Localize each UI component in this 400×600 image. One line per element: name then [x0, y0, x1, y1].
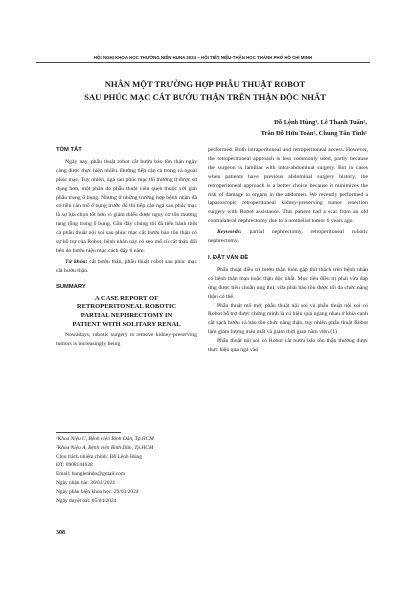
intro-paragraph-3: Phẫu thuật nội soi có Robot cắt bướu bảo tồn thận thường được thực hiện qua ngả vào	[208, 338, 368, 354]
corresponding-author: Chịu trách nhiệm chính: Đỗ Lệnh Hùng	[56, 453, 142, 460]
summary-title-line-2: RETROPERITONEAL ROBOTIC	[76, 303, 177, 311]
keywords-vi-label: Từ khóa:	[65, 258, 88, 265]
affiliation-1: ¹Khoa Niệu C, Bệnh viện Bình Dân, Tp.HCM	[56, 436, 154, 442]
intro-paragraph-2: Phẫu thuật mổ mở, phẫu thuật nội soi và phẫu thuật nội soi có Robot hỗ trợ được chứng minh là có hiệu quả ngang nhau ở khía cạnh cắt sạch bướu và bảo tồn chức năng thận, tuy nhiên phẫu thuật Robot làm giảm lượng máu mất và giảm thời gian nằm viện.(1)	[208, 302, 368, 336]
summary-heading: SUMMARY	[56, 283, 86, 290]
summary-keywords	[208, 228, 368, 246]
phone: ĐT: 0908144628	[56, 462, 93, 469]
title-line-2: SAU PHÚC MẠC CẮT BƯỚU THẬN TRÊN THẬN ĐỘC NHẤT	[84, 91, 326, 102]
intro-paragraph-1: Phẫu thuật điều trị bướu thận luôn gặp thử thách trên bệnh nhân có bệnh thận mạn hoặc thận độc nhất. Mục tiêu điều trị phải vừa đáp ứng được tiêu chuẩn ung thư, vừa phải bảo tồn được tối đa chức năng thận có thể.	[208, 266, 368, 300]
intro-heading: I. ĐẶT VẤN ĐỀ	[208, 254, 249, 261]
right-column	[208, 146, 368, 355]
summary-body-continued: performed. Both intraperitoneal and retroperitoneal access. However, the retroperitoneal approach is less commonly used, partly because the surgeon is familiar with intra-abdominal surgery. But in cases when patients have previous abdominal surgery history, the retroperitoneal approach is a better choice because it minimizes the risk of damage to organs in the abdomen. We recently performed a laparoscopic retroperitoneal kidney-preserving tumor resection surgery with Robot assistance. This patient had a scar from an old contralateral nephrectomy due to a urothelial tumor 6 years ago.	[208, 147, 368, 225]
abstract-vi-keywords	[56, 258, 197, 276]
header-rule	[36, 62, 370, 63]
footnote-rule	[56, 432, 121, 433]
page-number: 308	[56, 530, 65, 536]
keywords-en-text: partial nephrectomy, retroperitoneal robotic nephrectomy.	[208, 229, 368, 245]
summary-title-line-1: A CASE REPORT OF	[94, 294, 159, 302]
email: Email: hunglenhdo@gmail.com	[56, 471, 126, 478]
title-line-1: NHÂN MỘT TRƯỜNG HỢP PHẪU THUẬT ROBOT	[104, 79, 306, 89]
summary-title	[56, 295, 197, 330]
authors-line-1: Đỗ Lệnh Hùng¹, Lê Thanh Tuấn¹,	[274, 119, 367, 126]
authors-line-2: Trần Đỗ Hữu Toàn², Chung Tấn Tình¹	[260, 129, 367, 137]
article-title	[50, 78, 360, 103]
abstract-vi-body: Ngày nay, phẫu thuật robot cắt bướu bảo tồn thận ngày càng được thực hiện nhiều. Đường tiếp cận cả trong và ngoài phúc mạc. Tuy nhiên, ngả sau phúc mạc thì thường ít được sử dụng hơn, một phần do phẫu thuật viên quen thuộc với giải phẫu trong ổ bụng. Nhưng ở những trường hợp bệnh nhân đã có tiền căn mổ ổ bụng trước đó thì tiếp cận ngả sau phúc mạc là sự lựa chọn tốt hơn vì giảm thiểu được nguy cơ tổn thương tạng rỗng trong ổ bụng. Gần đây chúng tôi đã tiến hành một ca phẫu thuật nội soi sau phúc mạc cắt bướu bảo tồn thận có sự hỗ trợ của Robot, bệnh nhân này có sẹo mổ cũ cắt thận đối bên do bướu niệu mạc cách đây 6 năm.	[56, 158, 197, 254]
date-accepted: Ngày duyệt bài: 05/04/2024	[56, 497, 117, 504]
summary-title-line-3: PARTIAL NEPHRECTOMY IN	[80, 312, 173, 320]
footnotes	[56, 435, 201, 505]
left-column	[56, 146, 197, 349]
date-received: Ngày nhận bài: 30/01/2024	[56, 479, 115, 486]
running-header: HỘI NGHỊ KHOA HỌC THƯỜNG NIÊN HUNA 2024 – HỘI TIẾT NIỆU-THẬN HỌC THÀNH PHỐ HỒ CHÍ MINH	[93, 55, 313, 60]
date-reviewed: Ngày phản biện khoa học: 29/03/2024	[56, 488, 139, 495]
author-list	[261, 118, 367, 139]
abstract-vi-heading: TÓM TẮT	[56, 147, 82, 153]
summary-body-start: Nowadays, robotic surgery to remove kidney-preserving tumors is increasingly being	[56, 331, 197, 347]
affiliation-2: ²Khoa Niệu A, Bệnh viện Bình Dân, Tp.HCM	[56, 444, 154, 451]
summary-title-line-4: PATIENT WITH SOLITARY RENAL	[72, 320, 181, 328]
keywords-vi-text: cắt bướu thận, phẫu thuật robot sau phúc mạc cắt bướu thận.	[56, 258, 197, 274]
keywords-en-label: Keywords:	[217, 229, 242, 236]
